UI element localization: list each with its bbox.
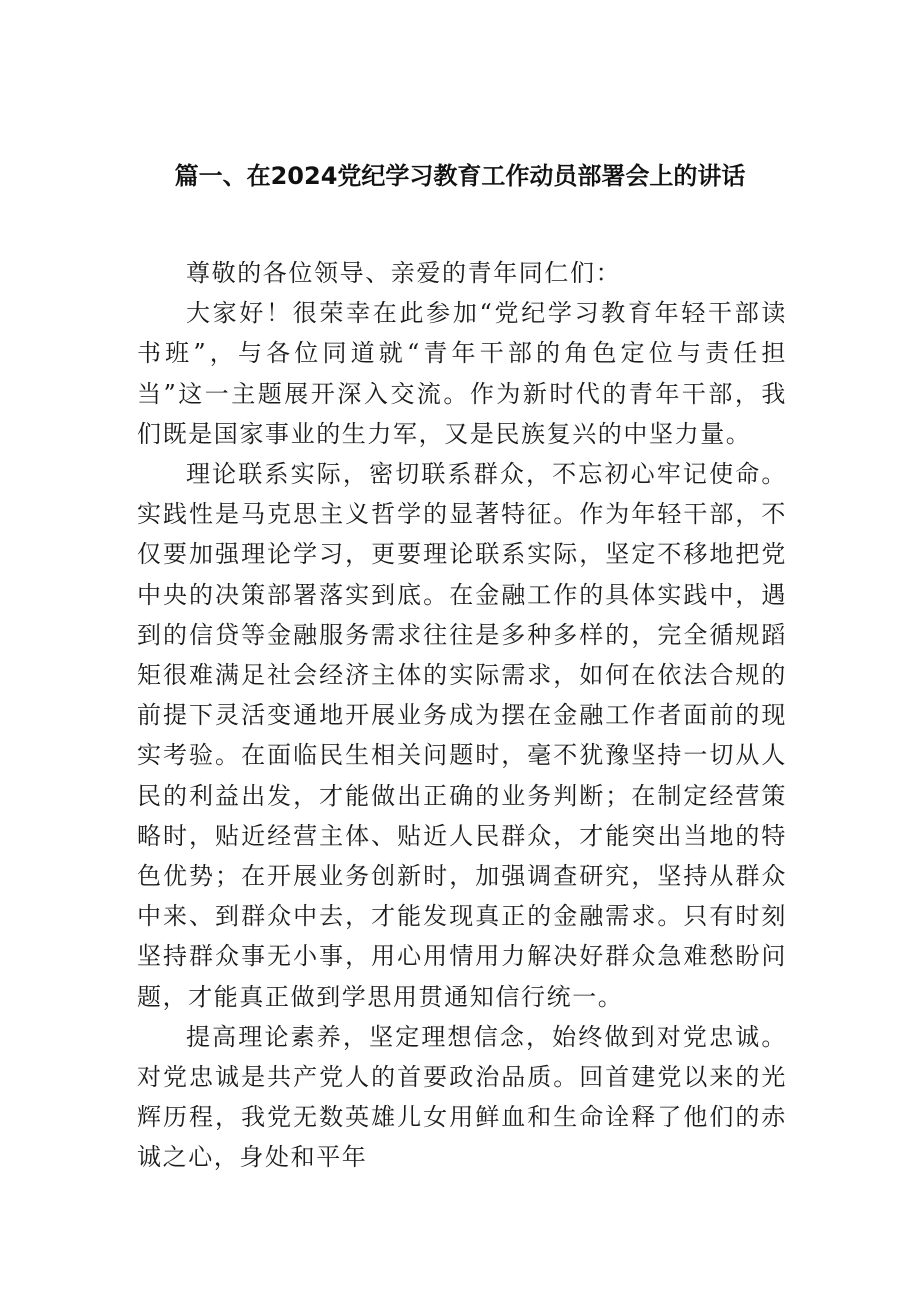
paragraph-loyalty: 提高理论素养，坚定理想信念，始终做到对党忠诚。对党忠诚是共产党人的首要政治品质。回首建党以来的光辉历程，我党无数英雄儿女用鲜血和生命诠释了他们的赤诚之心，身处和平年 xyxy=(137,1022,787,1172)
document-body xyxy=(137,253,787,1178)
document-title: 篇一、在2024党纪学习教育工作动员部署会上的讲话 xyxy=(174,162,746,190)
paragraph-theory-practice: 理论联系实际，密切联系群众，不忘初心牢记使命。实践性是马克思主义哲学的显著特征。作为年轻干部，不仅要加强理论学习，更要理论联系实际，坚定不移地把党中央的决策部署落实到底。在金融工作的具体实践中，遇到的信贷等金融服务需求往往是多种多样的，完全循规蹈矩很难满足社会经济主体的实际需求，如何在依法合规的前提下灵活变通地开展业务成为摆在金融工作者面前的现实考验。在面临民生相关问题时，毫不犹豫坚持一切从人民的利益出发，才能做出正确的业务判断；在制定经营策略时，贴近经营主体、贴近人民群众，才能突出当地的特色优势；在开展业务创新时，加强调查研究，坚持从群众中来、到群众中去，才能发现真正的金融需求。只有时刻坚持群众事无小事，用心用情用力解决好群众急难愁盼问题，才能真正做到学思用贯通知信行统一。 xyxy=(137,460,787,1011)
paragraph-greeting: 大家好！很荣幸在此参加“党纪学习教育年轻干部读书班”，与各位同道就“青年干部的角色定位与责任担当”这一主题展开深入交流。作为新时代的青年干部，我们既是国家事业的生力军，又是民族复兴的中坚力量。 xyxy=(137,299,787,448)
paragraph-salutation: 尊敬的各位领导、亲爱的青年同仁们： xyxy=(186,259,622,287)
